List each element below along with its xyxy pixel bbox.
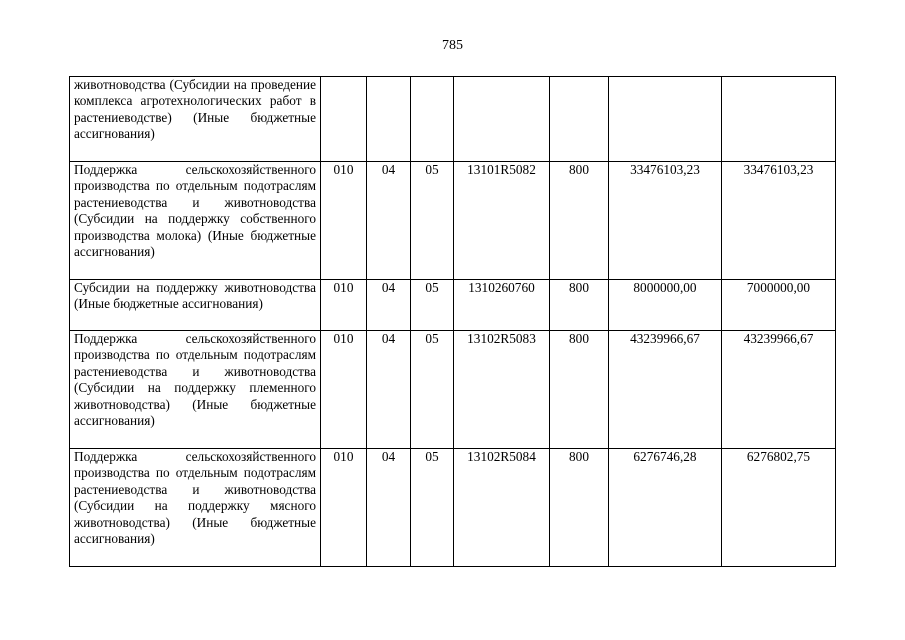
target-article-code xyxy=(454,77,550,162)
section-code: 04 xyxy=(367,331,411,449)
expense-type-code: 800 xyxy=(550,331,609,449)
row-description: Поддержка сельскохозяйственного производства по отдельным подотраслям растениеводства и животноводства (Субсидии на поддержку собственного производства молока) (Иные бюджетные ассигнования) xyxy=(70,162,321,280)
table-row xyxy=(70,331,836,449)
amount-year-2: 6276802,75 xyxy=(722,449,836,567)
ministry-code: 010 xyxy=(321,331,367,449)
subsection-code: 05 xyxy=(411,449,454,567)
amount-year-1: 6276746,28 xyxy=(609,449,722,567)
section-code: 04 xyxy=(367,162,411,280)
row-description: Субсидии на поддержку животноводства (Иные бюджетные ассигнования) xyxy=(70,280,321,331)
ministry-code: 010 xyxy=(321,449,367,567)
table-row xyxy=(70,449,836,567)
row-description: Поддержка сельскохозяйственного производства по отдельным подотраслям растениеводства и животноводства (Субсидии на поддержку племенного животноводства) (Иные бюджетные ассигнования) xyxy=(70,331,321,449)
row-description: животноводства (Субсидии на проведение комплекса агротехнологических работ в растениеводстве) (Иные бюджетные ассигнования) xyxy=(70,77,321,162)
amount-year-2: 33476103,23 xyxy=(722,162,836,280)
budget-table xyxy=(69,76,836,567)
amount-year-1: 33476103,23 xyxy=(609,162,722,280)
section-code xyxy=(367,77,411,162)
table-row xyxy=(70,162,836,280)
amount-year-2 xyxy=(722,77,836,162)
amount-year-1: 8000000,00 xyxy=(609,280,722,331)
target-article-code: 13102R5084 xyxy=(454,449,550,567)
amount-year-2: 7000000,00 xyxy=(722,280,836,331)
section-code: 04 xyxy=(367,280,411,331)
target-article-code: 13101R5082 xyxy=(454,162,550,280)
target-article-code: 13102R5083 xyxy=(454,331,550,449)
expense-type-code xyxy=(550,77,609,162)
expense-type-code: 800 xyxy=(550,280,609,331)
ministry-code: 010 xyxy=(321,280,367,331)
subsection-code: 05 xyxy=(411,162,454,280)
subsection-code: 05 xyxy=(411,280,454,331)
row-description: Поддержка сельскохозяйственного производства по отдельным подотраслям растениеводства и животноводства (Субсидии на поддержку мясного животноводства) (Иные бюджетные ассигнования) xyxy=(70,449,321,567)
amount-year-2: 43239966,67 xyxy=(722,331,836,449)
target-article-code: 1310260760 xyxy=(454,280,550,331)
section-code: 04 xyxy=(367,449,411,567)
page-number: 785 xyxy=(442,38,463,53)
subsection-code xyxy=(411,77,454,162)
amount-year-1 xyxy=(609,77,722,162)
expense-type-code: 800 xyxy=(550,162,609,280)
ministry-code: 010 xyxy=(321,162,367,280)
table-row xyxy=(70,77,836,162)
amount-year-1: 43239966,67 xyxy=(609,331,722,449)
table-row xyxy=(70,280,836,331)
subsection-code: 05 xyxy=(411,331,454,449)
ministry-code xyxy=(321,77,367,162)
expense-type-code: 800 xyxy=(550,449,609,567)
